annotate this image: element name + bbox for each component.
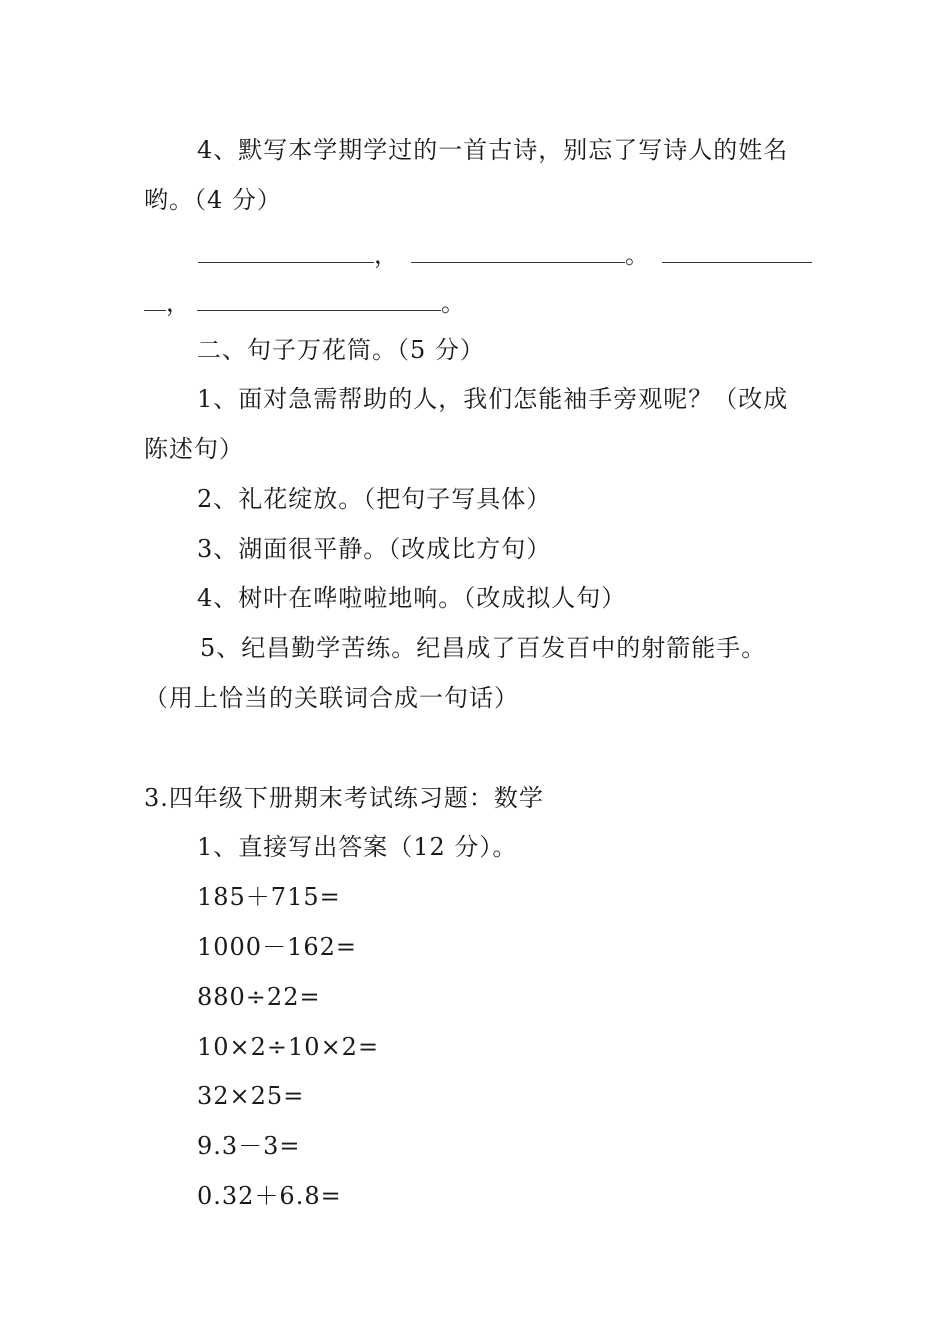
poem-answer-line-2 — [144, 288, 466, 318]
math-item: 32×25= — [197, 1082, 305, 1110]
math-item: 185＋715= — [197, 883, 341, 911]
sentence-5-line-1: 5、纪昌勤学苦练。纪昌成了百发百中的射箭能手。 — [200, 634, 767, 662]
answer-blank[interactable] — [411, 242, 625, 263]
poem-answer-line-1 — [198, 240, 812, 270]
sentence-3: 3、湖面很平静。（改成比方句） — [197, 535, 552, 563]
poem-period: 。 — [625, 241, 650, 269]
math-item: 0.32＋6.8= — [197, 1182, 342, 1210]
answer-blank[interactable] — [662, 242, 812, 263]
poem-comma: ， — [374, 241, 399, 269]
sentence-5-line-2: （用上恰当的关联词合成一句话） — [144, 684, 519, 712]
answer-blank[interactable] — [197, 290, 441, 311]
math-item: 9.3－3= — [197, 1132, 301, 1160]
question-4-line-2: 哟。（4 分） — [144, 186, 282, 214]
math-item: 1000－162= — [197, 933, 357, 961]
question-4-line-1: 4、默写本学期学过的一首古诗，别忘了写诗人的姓名 — [197, 136, 789, 164]
poem-comma: ， — [166, 289, 191, 317]
answer-blank[interactable] — [198, 242, 374, 263]
math-question-1: 1、直接写出答案（12 分）。 — [197, 833, 518, 861]
answer-blank[interactable] — [144, 290, 166, 311]
math-item: 10×2÷10×2= — [197, 1033, 380, 1061]
part-2-heading: 二、句子万花筒。（5 分） — [197, 336, 485, 364]
math-section-title: 3.四年级下册期末考试练习题：数学 — [144, 784, 544, 812]
poem-period: 。 — [441, 289, 466, 317]
sentence-2: 2、礼花绽放。（把句子写具体） — [197, 485, 552, 513]
sentence-1-line-2: 陈述句） — [144, 435, 244, 463]
sentence-1-line-1: 1、面对急需帮助的人，我们怎能袖手旁观呢？（改成 — [197, 385, 789, 413]
sentence-4: 4、树叶在哗啦啦地响。（改成拟人句） — [197, 584, 627, 612]
math-item: 880÷22= — [197, 983, 321, 1011]
